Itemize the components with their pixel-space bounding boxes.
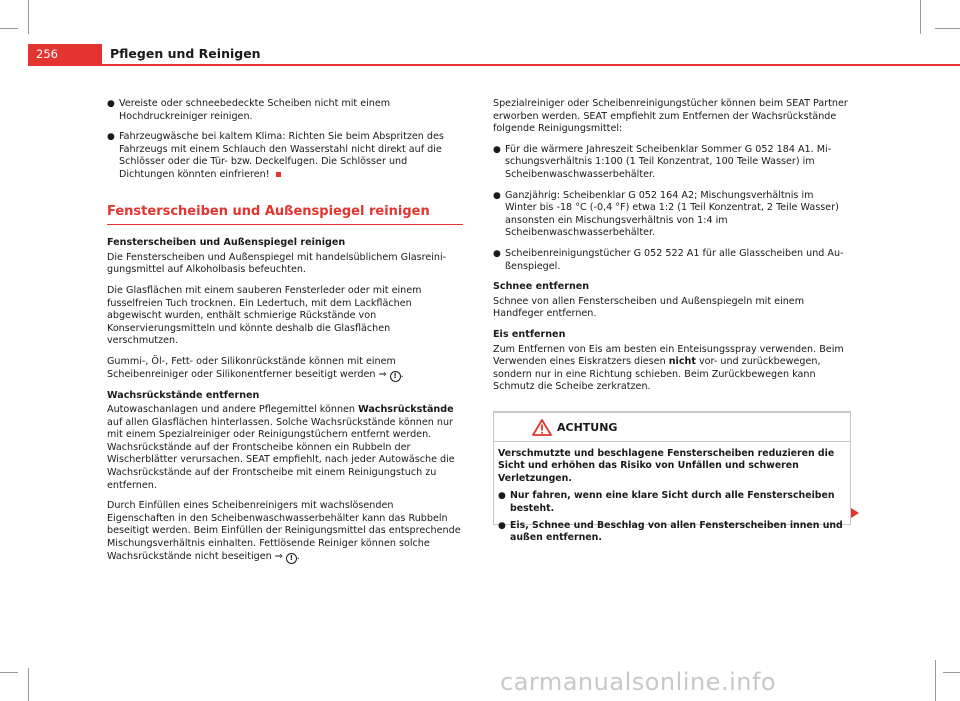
header-rule	[28, 64, 960, 66]
paragraph-text: Durch Einfüllen eines Scheibenreinigers mit wachslösenden Eigenschaften in den Scheibenwaschwasserbehälter kann das Rubbeln beseitigt werden. Beim Einfüllen der Reinigungsmittel das entsprechende Mischungsverhältnis einhalten. Fettlösende Reiniger können solche Wachsrückstände nicht beseitigen ⇒	[107, 500, 461, 562]
bullet-text: Ganzjährig: Scheibenklar G 052 164 A2; Mischungsverhältnis im Winter bis -18 °C (-0,4 °F) etwa 1:2 (1 Teil Konzentrat, 2 Teile Wasser) ansonsten ein Mischungsverhältnis von 1:4 im Scheibenwaschwasserbehälter.	[505, 189, 839, 239]
paragraph: Durch Einfüllen eines Scheibenreinigers mit wachslösenden Eigenschaften in den Scheibenwaschwasserbehälter kann das Rubbeln beseitigt werden. Beim Einfüllen der Reinigungsmittel das entsprechende Mischungsverhältnis einhalten. Fettlösende Reiniger können solche Wachsrückstände nicht beseitigen ⇒ ! .	[107, 500, 461, 562]
paragraph-text: Zum Entfernen von Eis am besten ein Enteisungsspray verwenden. Beim Verwenden eines Eiskratzers diesen	[493, 343, 844, 368]
bullet-text: Nur fahren, wenn eine klare Sicht durch alle Fensterscheiben besteht.	[510, 490, 835, 514]
crop-mark	[935, 660, 936, 701]
warning-ref-icon[interactable]: !	[390, 371, 401, 382]
paragraph: Spezialreiniger oder Scheibenreinigungstücher können beim SEAT Partner erworben werden. SEAT empfiehlt zum Entfernen der Wachsrückstände folgende Reinigungsmittel:	[493, 98, 848, 135]
list-item	[107, 131, 463, 181]
subheading: Wachsrückstände entfernen	[107, 389, 260, 401]
list-item	[493, 144, 848, 182]
bullet-dot: ●	[498, 491, 506, 502]
subheading: Fensterscheiben und Außenspiegel reinigen	[107, 237, 346, 249]
paragraph: Die Fensterscheiben und Außenspiegel mit handelsüblichem Glasreinigungsmittel auf Alkoholbasis befeuchten.	[107, 251, 447, 276]
paragraph: Die Glasflächen mit einem sauberen Fensterleder oder mit einem fusselfreien Tuch trocknen. Ein Ledertuch, mit dem Lackflächen abgewischt wurden, enthält schmierige Rückstände von Konservierungsmitteln und könnte deshalb die Glasflächen verschmutzen.	[107, 284, 422, 347]
bullet-dot: ●	[493, 144, 501, 155]
section-title: Fensterscheiben und Außenspiegel reinigen	[107, 206, 463, 226]
paragraph-text: Gummi-, Öl-, Fett- oder Silikonrückstände können mit einem Scheibenreiniger oder Silikonentferner beseitigt werden ⇒	[107, 355, 396, 380]
paragraph: Schnee von allen Fensterscheiben und Außenspiegeln mit einem Handfeger entfernen.	[493, 295, 805, 320]
right-column	[493, 98, 848, 402]
bullet-dot: ●	[107, 99, 115, 109]
bullet-dot: ●	[107, 132, 115, 143]
page-title: Pflegen und Reinigen	[110, 46, 261, 61]
list-item	[498, 490, 846, 515]
list-item	[493, 248, 848, 273]
bullet-text: Fahrzeugwäsche bei kaltem Klima: Richten Sie beim Abspritzen des Fahrzeugs mit einem Schlauch den Wasserstahl nicht direkt auf die Schlösser oder die Tür- bzw. Deckelfugen. Die Schlösser und Dichtungen könnten einfrieren!	[119, 131, 444, 180]
warning-title: ACHTUNG	[557, 421, 618, 434]
emphasis: Wachsrückstände	[358, 404, 454, 416]
bullet-text: Für die wärmere Jahreszeit Scheibenklar Sommer G 052 184 A1. Mischungsverhältnis 1:100 (1 Teil Konzentrat, 100 Teile Wasser) im Scheibenwaschwasserbehälter.	[505, 143, 832, 180]
crop-mark	[28, 0, 29, 34]
list-item	[493, 190, 848, 240]
bullet-dot: ●	[493, 248, 501, 259]
paragraph	[107, 404, 463, 492]
paragraph-text: vor- und zurückbewegen, sondern nur in eine Richtung schieben. Beim Zurückbewegen kann Schmutz die Scheibe zerkratzen.	[493, 356, 821, 393]
emphasis: nicht	[668, 356, 696, 368]
paragraph-text: auf allen Glasflächen hinterlassen. Solche Wachsrückstände können nur mit einem Spezialreiniger oder Reinigungstüchern entfernt werden. Wachsrückstände auf der Frontscheibe können ein Rubbeln der Wischerblätter verursachen. SEAT empfiehlt, nach jeder Autowäsche die Wachsrückstände auf der Frontscheibe mit einem Reinigungstuch zu entfernen.	[107, 416, 455, 491]
bullet-dot: ●	[493, 190, 501, 201]
bullet-text: Eis, Schnee und Beschlag von allen Fensterscheiben innen und außen entfernen.	[510, 520, 843, 544]
crop-mark	[0, 672, 18, 673]
bullet-text: Scheibenreinigungstücher G 052 522 A1 für alle Glasscheiben und Außenspiegel.	[505, 247, 844, 272]
watermark: carmanualsonline.info	[500, 668, 777, 696]
crop-mark	[28, 668, 29, 701]
warning-body	[494, 442, 850, 545]
crop-mark	[0, 28, 18, 29]
crop-mark	[920, 0, 921, 34]
bullet-dot: ●	[498, 521, 506, 532]
crop-mark	[943, 672, 960, 673]
continue-arrow-icon	[851, 508, 859, 518]
section-end-marker	[276, 172, 281, 177]
left-column	[107, 98, 463, 572]
list-item	[107, 98, 463, 123]
crop-mark	[935, 28, 960, 29]
subheading: Schnee entfernen	[493, 281, 590, 293]
paragraph: Gummi-, Öl-, Fett- oder Silikonrückstände können mit einem Scheibenreiniger oder Silikonentferner beseitigt werden ⇒ ! .	[107, 355, 404, 380]
page-number: 256	[36, 47, 58, 61]
subheading: Eis entfernen	[493, 328, 566, 340]
warning-text: Verschmutzte und beschlagene Fensterscheiben reduzieren die Sicht und erhöhen das Risiko von Unfällen und schweren Verletzungen.	[498, 448, 835, 484]
paragraph-text: Autowaschanlagen und andere Pflegemittel können	[107, 404, 359, 416]
list-item	[498, 520, 846, 545]
warning-ref-icon[interactable]: !	[286, 553, 297, 564]
bullet-text: Vereiste oder schneebedeckte Scheiben nicht mit einem Hochdruckreiniger reinigen.	[119, 98, 391, 122]
warning-triangle-icon	[532, 419, 552, 436]
warning-header	[494, 413, 850, 442]
paragraph	[493, 344, 848, 394]
warning-box	[493, 411, 851, 544]
